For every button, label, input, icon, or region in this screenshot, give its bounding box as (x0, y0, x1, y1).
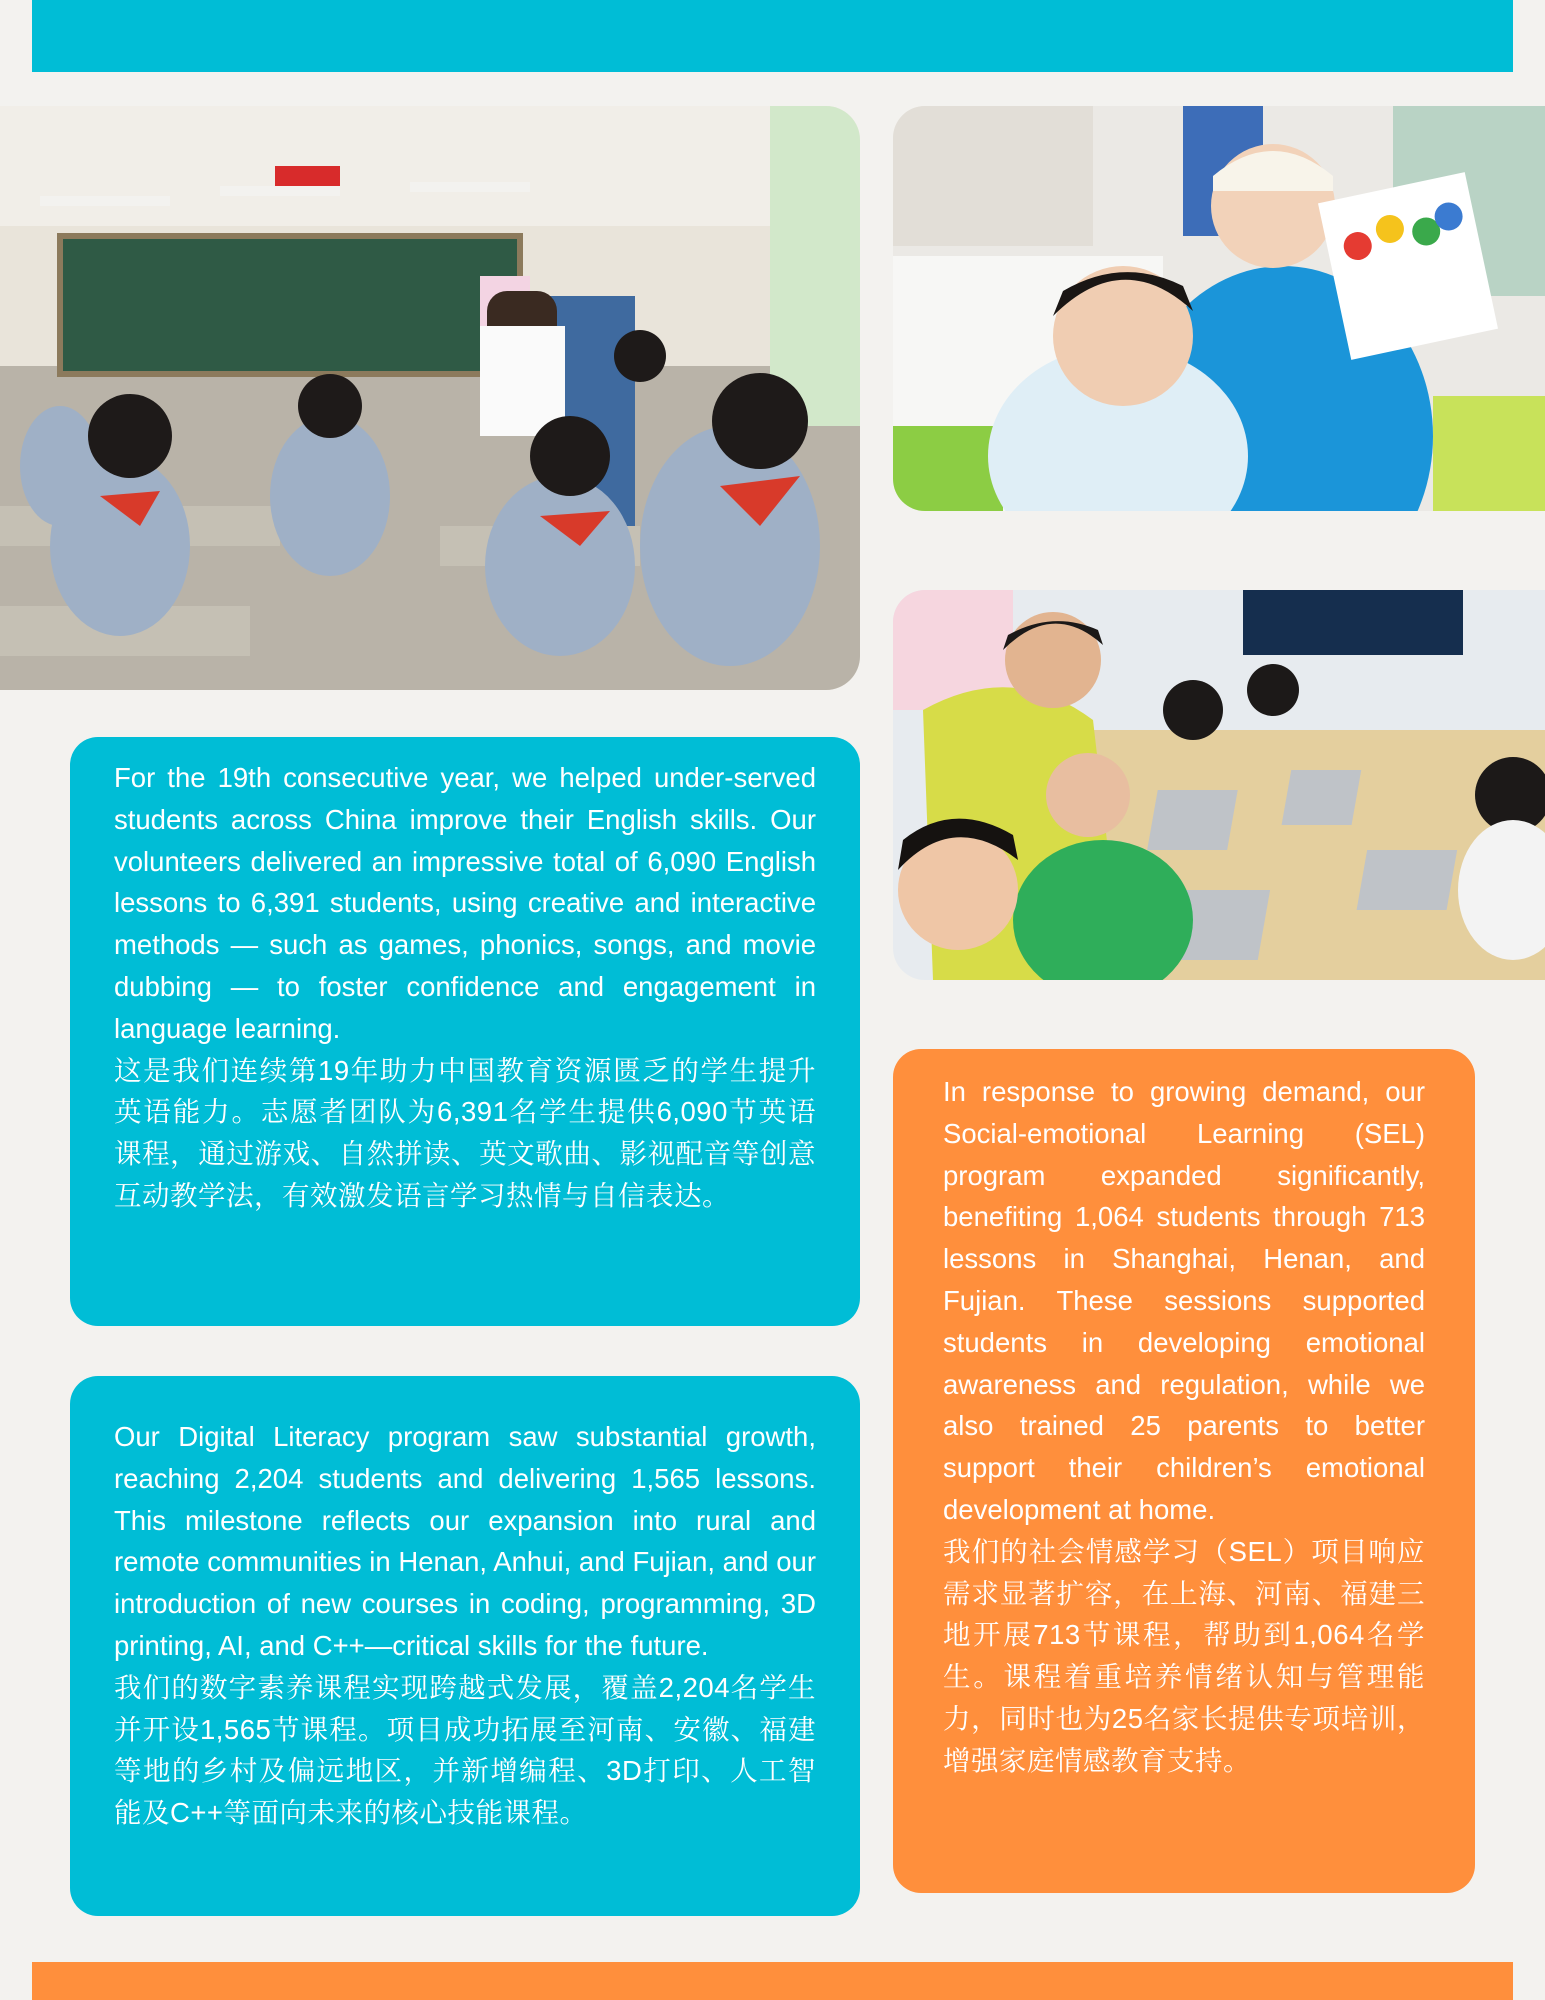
english-program-text-zh: 这是我们连续第19年助力中国教育资源匮乏的学生提升英语能力。志愿者团队为6,391名学生提供6,090节英语课程，通过游戏、自然拼读、英文歌曲、影视配音等创意互动教学法，有效激发语言学习热情与自信表达。 (114, 1054, 816, 1211)
sel-program-text-en: In response to growing demand, our Social-emotional Learning (SEL) program expanded significantly, benefiting 1,064 students through 713 lessons in Shanghai, Henan, and Fujian. These sessions supported students in developing emotional awareness and regulation, while we also trained 25 parents to better support their children’s emotional development at home. (943, 1076, 1425, 1525)
sel-program-text-zh: 我们的社会情感学习（SEL）项目响应需求显著扩容，在上海、河南、福建三地开展713节课程，帮助到1,064名学生。课程着重培养情绪认知与管理能力，同时也为25名家长提供专项培训，增强家庭情感教育支持。 (943, 1535, 1425, 1776)
teacher-drawing-photo (893, 106, 1545, 511)
classroom-photo (0, 106, 860, 690)
computer-class-photo (893, 590, 1545, 980)
digital-literacy-text-zh: 我们的数字素养课程实现跨越式发展，覆盖2,204名学生并开设1,565节课程。项目成功拓展至河南、安徽、福建等地的乡村及偏远地区，并新增编程、3D打印、人工智能及C++等面向未来的核心技能课程。 (114, 1671, 816, 1829)
digital-literacy-card (70, 1376, 860, 1916)
english-program-card (70, 737, 860, 1326)
sel-program-card (893, 1049, 1475, 1893)
english-program-text-en: For the 19th consecutive year, we helped under-served students across China improve their English skills. Our volunteers delivered an impressive total of 6,090 English lessons to 6,391 students, using creative and interactive methods — such as games, phonics, songs, and movie dubbing — to foster confidence and engagement in language learning. (114, 762, 816, 1044)
digital-literacy-text-en: Our Digital Literacy program saw substantial growth, reaching 2,204 students and delivering 1,565 lessons. This milestone reflects our expansion into rural and remote communities in Henan, Anhui, and Fujian, and our introduction of new courses in coding, programming, 3D printing, AI, and C++—critical skills for the future. (114, 1421, 816, 1661)
top-banner (32, 0, 1513, 72)
bottom-banner (32, 1962, 1513, 2000)
